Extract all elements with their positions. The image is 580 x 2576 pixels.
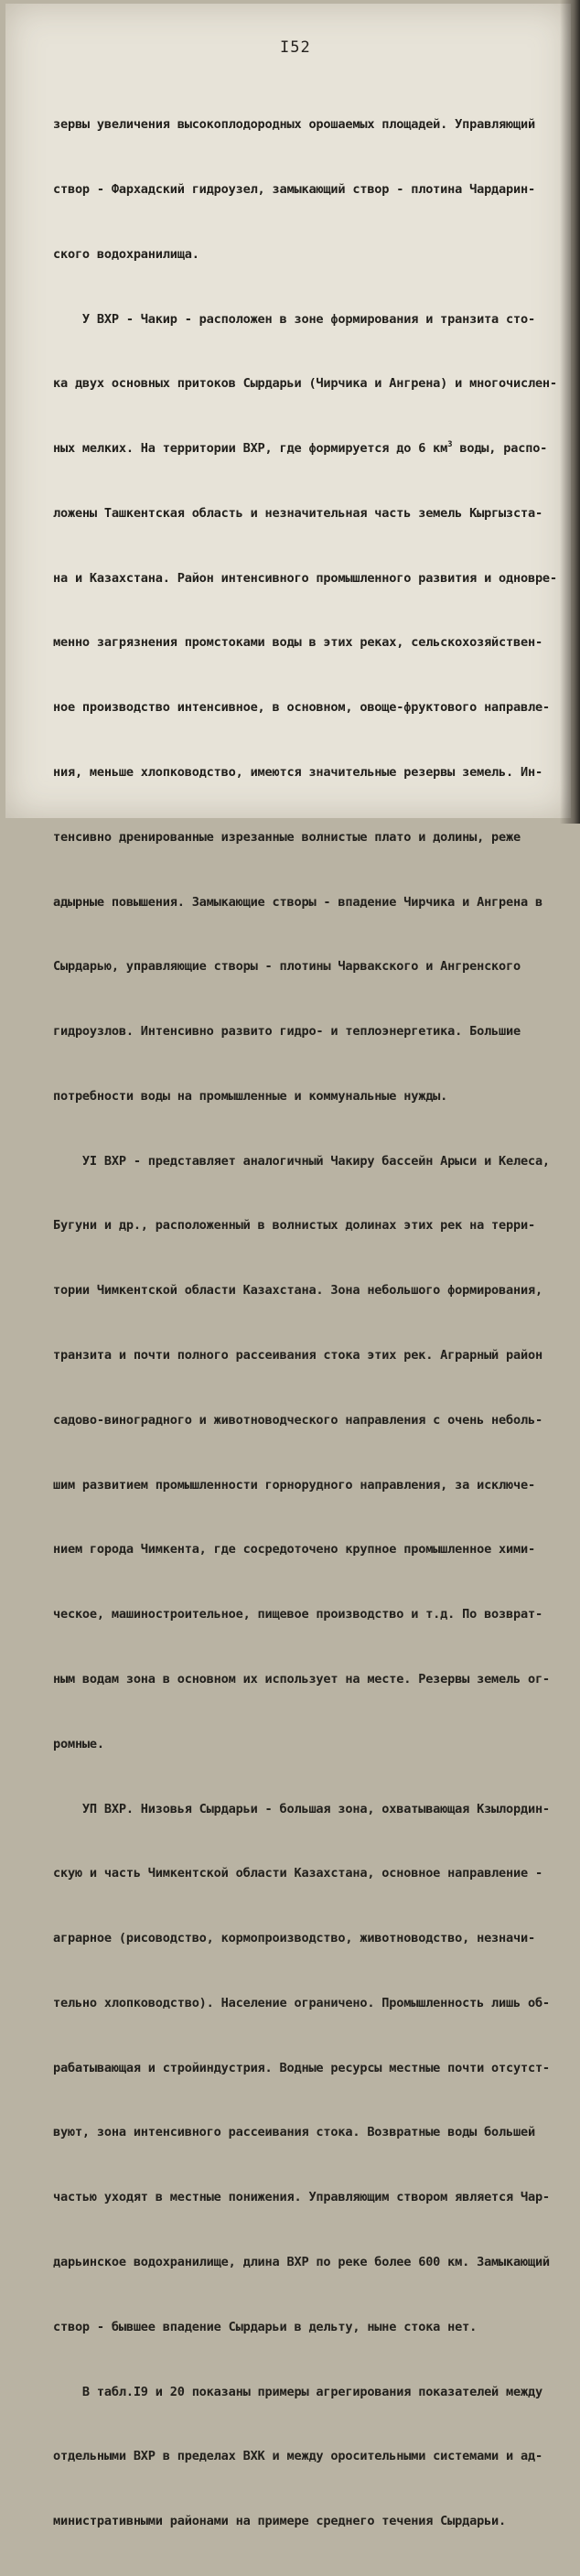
text-line: ное производство интенсивное, в основном, овоще-фруктового направле- <box>53 700 550 716</box>
text-line: тории Чимкентской области Казахстана. Зона небольшого формирования, <box>53 1283 542 1299</box>
text-line: створ - Фархадский гидроузел, замыкающий створ - плотина Чардарин- <box>53 181 535 197</box>
text-line: отдельными ВХР в пределах ВХК и между оросительными системами и ад- <box>53 2449 542 2464</box>
text-line: зервы увеличения высокоплодородных орошаемых площадей. Управляющий <box>53 117 535 133</box>
page-number: I52 <box>280 38 311 57</box>
text-line: Бугуни и др., расположенный в волнистых долинах этих рек на терри- <box>53 1218 535 1234</box>
text-line: министративными районами на примере среднего течения Сырдарьи. <box>53 2514 507 2529</box>
text-line: потребности воды на промышленные и коммунальные нужды. <box>53 1088 448 1104</box>
text-line: ния, меньше хлопководство, имеются значительные резервы земель. Ин- <box>53 765 542 780</box>
text-line: ным водам зона в основном их использует на месте. Резервы земель ог- <box>53 1671 550 1687</box>
text-line: менно загрязнения промстоками воды в этих реках, сельскохозяйствен- <box>53 635 542 651</box>
text-line: дарьинское водохранилище, длина ВХР по реке более 600 км. Замыкающий <box>53 2254 550 2269</box>
text-line: транзита и почти полного рассеивания стока этих рек. Аграрный район <box>53 1348 542 1363</box>
text-line: тельно хлопководство). Население ограничено. Промышленность лишь об- <box>53 1995 550 2010</box>
text-line: садово-виноградного и животноводческого направления с очень неболь- <box>53 1412 542 1428</box>
body-text <box>53 71 571 2576</box>
text-line: ложены Ташкентская область и незначительная часть земель Кыргызста- <box>53 505 542 521</box>
text-line: скую и часть Чимкентской области Казахстана, основное направление - <box>53 1866 542 1881</box>
text-line: тенсивно дренированные изрезанные волнистые плато и долины, реже <box>53 829 521 845</box>
text-fragment: воды, распо- <box>452 441 548 457</box>
text-line: шим развитием промышленности горнорудного направления, за исключе- <box>53 1477 535 1493</box>
superscript: 3 <box>447 440 453 450</box>
text-line: УП ВХР. Низовья Сырдарьи - большая зона, охватывающая Кзылордин- <box>53 1801 550 1816</box>
page-edge-shadow <box>560 0 580 824</box>
text-line: ского водохранилища. <box>53 246 199 262</box>
text-line: В табл.I9 и 20 показаны примеры агрегирования показателей между <box>53 2384 542 2399</box>
text-line: створ - бывшее впадение Сырдарьи в дельту, ныне стока нет. <box>53 2319 478 2334</box>
text-line: рабатывающая и стройиндустрия. Водные ресурсы местные почти отсутст- <box>53 2060 550 2075</box>
text-line: частью уходят в местные понижения. Управляющим створом является Чар- <box>53 2190 550 2205</box>
text-line: ческое, машиностроительное, пищевое производство и т.д. По возврат- <box>53 1607 542 1622</box>
text-fragment: ных мелких. На территории ВХР, где формируется до 6 км <box>53 441 448 457</box>
text-line: УI ВХР - представляет аналогичный Чакиру бассейн Арыси и Келеса, <box>53 1153 550 1169</box>
text-line: гидроузлов. Интенсивно развито гидро- и теплоэнергетика. Большие <box>53 1024 521 1040</box>
text-line: нием города Чимкента, где сосредоточено крупное промышленное хими- <box>53 1542 535 1557</box>
text-line-with-superscript <box>53 438 571 460</box>
text-line: на и Казахстана. Район интенсивного промышленного развития и одновре- <box>53 570 557 586</box>
text-line: ромные. <box>53 1736 104 1751</box>
text-line: Сырдарью, управляющие створы - плотины Чарвакского и Ангренского <box>53 959 521 975</box>
document-page <box>5 4 571 2529</box>
text-line: аграрное (рисоводство, кормопроизводство, животноводство, незначи- <box>53 1931 535 1946</box>
text-line: У ВХР - Чакир - расположен в зоне формирования и транзита сто- <box>53 311 535 327</box>
text-line: ка двух основных притоков Сырдарьи (Чирчика и Ангрена) и многочислен- <box>53 376 557 392</box>
text-line: адырные повышения. Замыкающие створы - впадение Чирчика и Ангрена в <box>53 894 542 910</box>
text-line: вуют, зона интенсивного рассеивания стока. Возвратные воды большей <box>53 2125 535 2140</box>
